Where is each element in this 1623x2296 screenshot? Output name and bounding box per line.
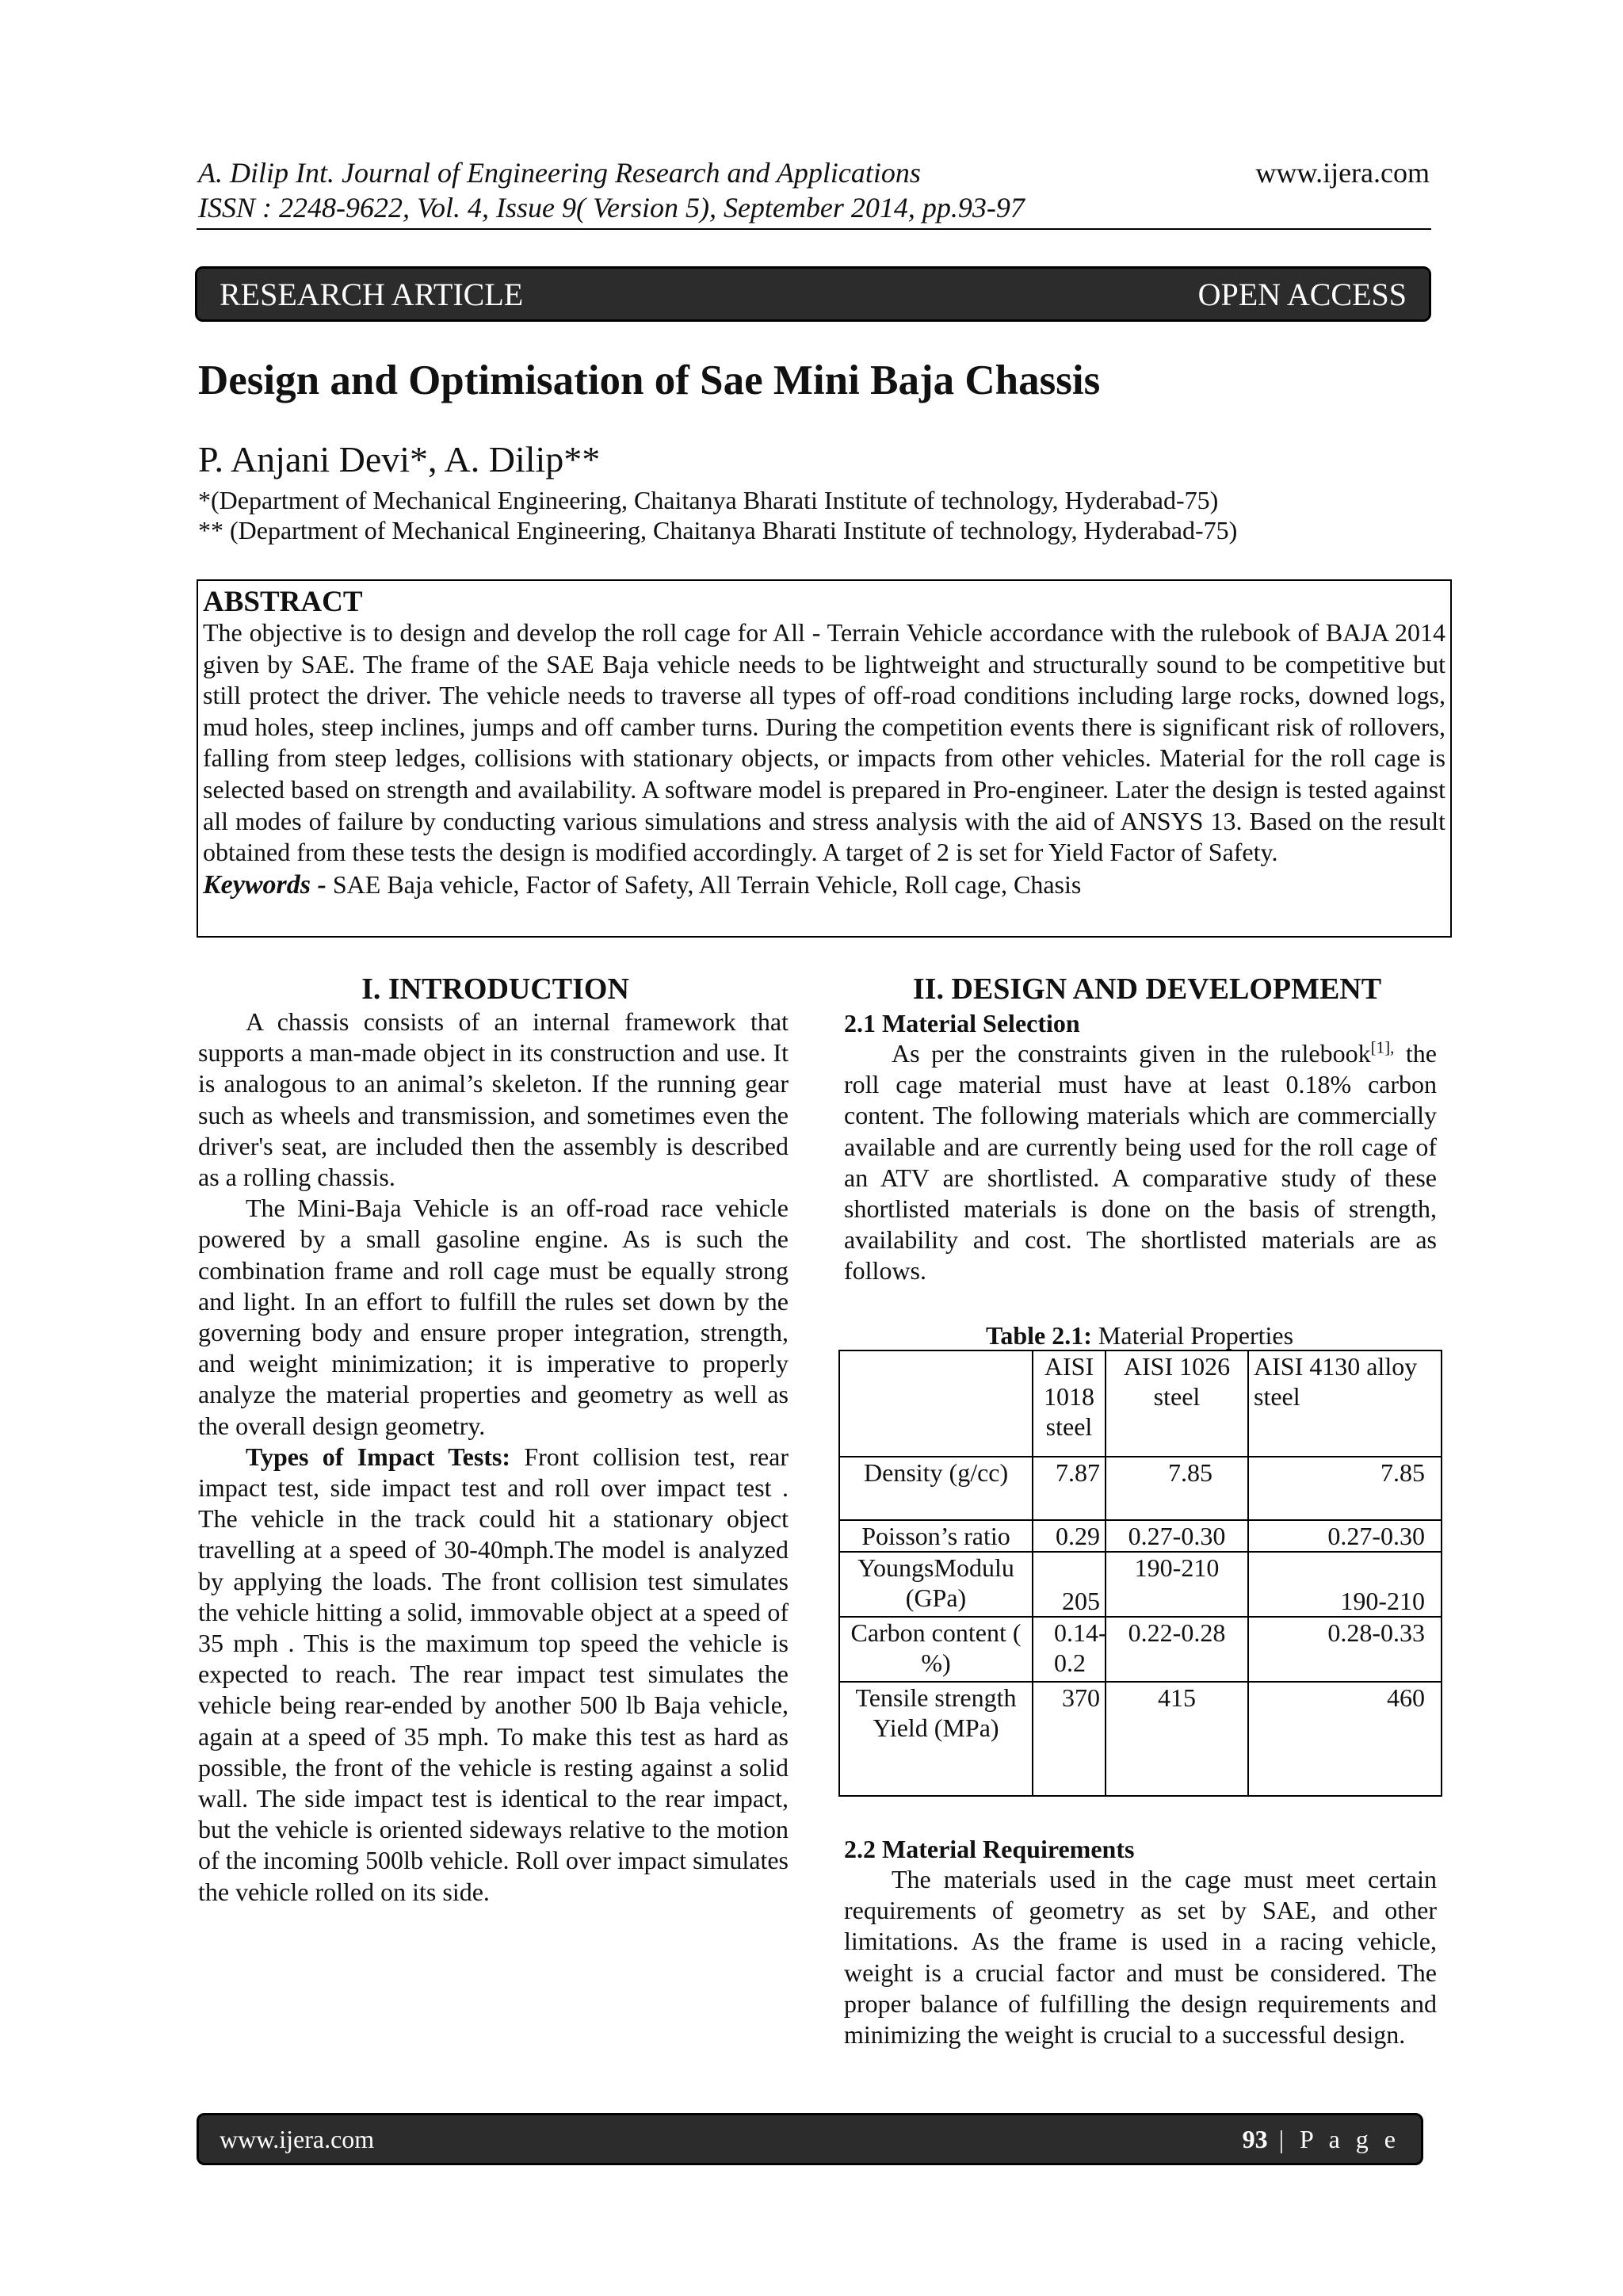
table-header-cell: AISI 1026 steel [1106,1350,1248,1457]
table-cell: 0.27-0.30 [1106,1520,1248,1552]
keywords-line [203,869,1445,901]
material-selection-text-a: As per the constraints given in the rulebook [892,1039,1371,1068]
material-properties-table [838,1350,1442,1797]
table-cell: 415 [1106,1682,1248,1796]
design-heading: II. DESIGN AND DEVELOPMENT [912,972,1382,1006]
keywords-label: Keywords - [203,869,327,900]
table-cell: 460 [1248,1682,1442,1796]
table-cell: 190-210 [1106,1552,1248,1617]
table-caption-text: Material Properties [1091,1321,1294,1350]
table-cell: 7.87 [1033,1457,1106,1520]
table-header-row [839,1350,1442,1457]
table-cell: 0.14-0.2 [1033,1617,1106,1682]
table-row [839,1520,1442,1552]
material-requirements-paragraph: The materials used in the cage must meet certain requirements of geometry as set by SAE, and other limitations. As the frame is used in a racing vehicle, weight is a crucial factor and must be considered. The proper balance of fulfilling the design requirements and minimizing the weight is crucial to a successful design. [844,1865,1437,2050]
table-cell: 370 [1033,1682,1106,1796]
material-selection-text-b: the roll cage material must have at least 0.18% carbon content. The following materials which are commercially available and are currently being used for the roll cage of an ATV are shortlisted. A comparative study of these shortlisted materials is done on the basis of strength, availability and cost. The shortlisted materials are as follows. [844,1039,1438,1286]
table-cell: 7.85 [1106,1457,1248,1520]
open-access-label: OPEN ACCESS [1197,276,1407,312]
footer-website-link[interactable]: www.ijera.com [220,2124,375,2153]
abstract-heading: ABSTRACT [203,586,363,618]
table-row [839,1552,1442,1617]
paper-title: Design and Optimisation of Sae Mini Baja Chassis [198,357,1101,403]
impact-tests-text: Front collision test, rear impact test, side impact test and roll over impact test . The vehicle in the track could hit a stationary object travelling at a speed of 30-40mph.The model is analyzed by applying the loads. The front collision test simulates the vehicle hitting a solid, immovable object at a speed of 35 mph . This is the maximum top speed the vehicle is expected to reach. The rear impact test simulates the vehicle being rear-ended by another 500 lb Baja vehicle, again at a speed of 35 mph. To make this test as hard as possible, the front of the vehicle is resting against a solid wall. The side impact test is identical to the rear impact, but the vehicle is oriented sideways relative to the motion of the incoming 500lb vehicle. Roll over impact simulates the vehicle rolled on its side. [198,1442,789,1906]
table-caption-label: Table 2.1: [985,1321,1092,1350]
introduction-heading: I. INTRODUCTION [361,972,629,1006]
table-header-cell [839,1350,1033,1457]
header-divider [197,228,1431,230]
article-type-banner [195,266,1431,322]
journal-name: A. Dilip Int. Journal of Engineering Research and Applications [198,157,921,189]
table-cell: Tensile strength Yield (MPa) [839,1682,1033,1796]
research-article-label: RESEARCH ARTICLE [220,276,524,312]
table-cell: Density (g/cc) [839,1457,1033,1520]
material-selection-paragraph [844,1038,1437,1287]
table-row [839,1617,1442,1682]
material-selection-body [844,1038,1437,1287]
introduction-body [198,1007,789,1908]
table-cell: 205 [1033,1552,1106,1617]
table-cell: 190-210 [1248,1552,1442,1617]
table-caption [838,1320,1441,1350]
affiliation-2: ** (Department of Mechanical Engineering, Chaitanya Bharati Institute of technology, Hyderabad-75) [198,516,1238,544]
impact-tests-label: Types of Impact Tests: [246,1442,511,1471]
table-cell: 7.85 [1248,1457,1442,1520]
abstract-text: The objective is to design and develop the roll cage for All - Terrain Vehicle accordance with the rulebook of BAJA 2014 given by SAE. The frame of the SAE Baja vehicle needs to be lightweight and structurally sound to be competitive but still protect the driver. The vehicle needs to traverse all types of off-road conditions including large rocks, downed logs, mud holes, steep inclines, jumps and off camber turns. During the competition events there is significant risk of rollovers, falling from steep ledges, collisions with stationary objects, or impacts from other vehicles. Material for the roll cage is selected based on strength and availability. A software model is prepared in Pro-engineer. Later the design is tested against all modes of failure by conducting various simulations and stress analysis with the aid of ANSYS 13. Based on the result obtained from these tests the design is modified accordingly. A target of 2 is set for Yield Factor of Safety. [203,618,1445,867]
rulebook-reference[interactable]: [1], [1370,1037,1395,1057]
table-cell: YoungsModulu (GPa) [839,1552,1033,1617]
page-number-value: 93 [1242,2124,1268,2153]
table-cell: 0.29 [1033,1520,1106,1552]
issn-line: ISSN : 2248-9622, Vol. 4, Issue 9( Version 5), September 2014, pp.93-97 [198,192,1025,223]
table-header-cell: AISI 4130 alloy steel [1248,1350,1442,1457]
table-row [839,1682,1442,1796]
intro-paragraph-3 [198,1442,789,1908]
page-footer [197,2113,1423,2165]
table-cell: 0.27-0.30 [1248,1520,1442,1552]
keywords-list: SAE Baja vehicle, Factor of Safety, All Terrain Vehicle, Roll cage, Chasis [326,869,1082,899]
table-header-cell: AISI 1018 steel [1033,1350,1106,1457]
material-requirements-body [844,1864,1437,2050]
material-selection-heading: 2.1 Material Selection [844,1009,1080,1037]
page-number [1243,2125,1400,2154]
affiliation-1: *(Department of Mechanical Engineering, Chaitanya Bharati Institute of technology, Hyderabad-75) [198,486,1219,514]
author-list: P. Anjani Devi*, A. Dilip** [198,439,601,479]
table-cell: Poisson’s ratio [839,1520,1033,1552]
table-cell: 0.28-0.33 [1248,1617,1442,1682]
page-label: | P a g e [1267,2124,1400,2153]
table-row [839,1457,1442,1520]
abstract-box [197,579,1452,938]
table-cell: 0.22-0.28 [1106,1617,1248,1682]
material-requirements-heading: 2.2 Material Requirements [844,1835,1135,1863]
intro-paragraph-2: The Mini-Baja Vehicle is an off-road race vehicle powered by a small gasoline engine. As is such the combination frame and roll cage must be equally strong and light. In an effort to fulfill the rules set down by the governing body and ensure proper integration, strength, and weight minimization; it is imperative to properly analyze the material properties and geometry as well as the overall design geometry. [198,1194,789,1440]
table-cell: Carbon content ( %) [839,1617,1033,1682]
header-website-link[interactable]: www.ijera.com [1255,157,1430,189]
intro-paragraph-1: A chassis consists of an internal framework that supports a man-made object in its construction and use. It is analogous to an animal’s skeleton. If the running gear such as wheels and transmission, and sometimes even the driver's seat, are included then the assembly is described as a rolling chassis. [198,1007,789,1192]
